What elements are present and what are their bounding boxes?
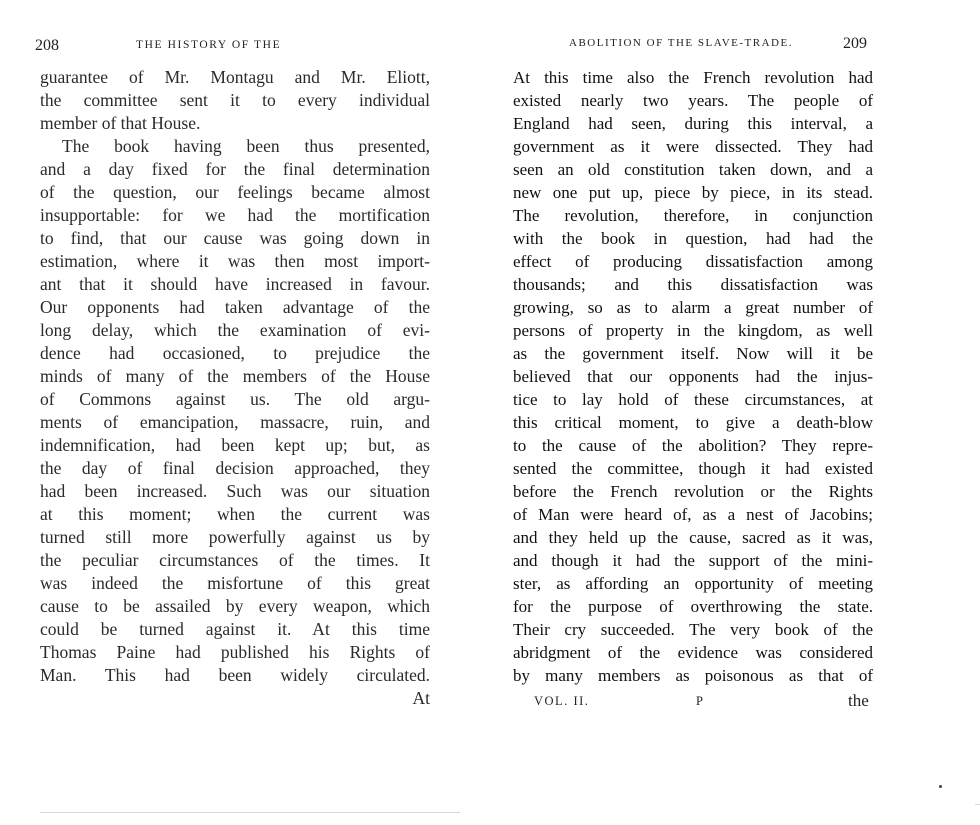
text-line: At this time also the French revolution had (513, 68, 873, 87)
text-line: of Commons against us. The old argu- (40, 389, 430, 409)
catchword: the (848, 691, 869, 710)
text-line: tice to lay hold of these circumstances, at (513, 390, 873, 409)
text-line: with the book in question, had had the (513, 229, 873, 248)
text-line: guarantee of Mr. Montagu and Mr. Eliott, (40, 67, 430, 87)
left-page-text (40, 66, 430, 710)
text-line: had been increased. Such was our situation (40, 481, 430, 501)
text-line: existed nearly two years. The people of (513, 91, 873, 110)
text-line: to find, that our cause was going down in (40, 228, 430, 248)
text-line: Their cry succeeded. The very book of the (513, 620, 873, 639)
signature-mark: P (696, 694, 705, 708)
text-line: and though it had the support of the mini- (513, 551, 873, 570)
right-running-title: ABOLITION OF THE SLAVE-TRADE. (569, 37, 793, 49)
right-page-number: 209 (843, 35, 867, 52)
text-line: the committee sent it to every individual (40, 90, 430, 110)
text-line: estimation, where it was then most import- (40, 251, 430, 271)
text-line: Thomas Paine had published his Rights of (40, 642, 430, 662)
text-line: England had seen, during this interval, a (513, 114, 873, 133)
text-line: by many members as poisonous as that of (513, 666, 873, 685)
text-line: ments of emancipation, massacre, ruin, and (40, 412, 430, 432)
text-line: was indeed the misfortune of this great (40, 573, 430, 593)
text-line: cause to be assailed by every weapon, which (40, 596, 430, 616)
text-line: minds of many of the members of the House (40, 366, 430, 386)
text-line: as the government itself. Now will it be (513, 344, 873, 363)
left-running-title: THE HISTORY OF THE (136, 39, 282, 51)
text-line: ster, as affording an opportunity of meeting (513, 574, 873, 593)
text-line: turned still more powerfully against us by (40, 527, 430, 547)
ink-speck (939, 785, 942, 788)
text-line: this critical moment, to give a death-blow (513, 413, 873, 432)
text-line: persons of property in the kingdom, as well (513, 321, 873, 340)
text-line: before the French revolution or the Rights (513, 482, 873, 501)
text-line: to the cause of the abolition? They repre- (513, 436, 873, 455)
text-line: and a day fixed for the final determination (40, 159, 430, 179)
text-line: sented the committee, though it had existed (513, 459, 873, 478)
text-line: ant that it should have increased in favour. (40, 274, 430, 294)
right-page (490, 0, 980, 825)
text-line: seen an old constitution taken down, and a (513, 160, 873, 179)
text-line: government as it were dissected. They had (513, 137, 873, 156)
text-line: Our opponents had taken advantage of the (40, 297, 430, 317)
text-line: at this moment; when the current was (40, 504, 430, 524)
text-line: the day of final decision approached, they (40, 458, 430, 478)
text-line: could be turned against it. At this time (40, 619, 430, 639)
text-line: long delay, which the examination of evi- (40, 320, 430, 340)
text-line: abridgment of the evidence was considered (513, 643, 873, 662)
text-line: thousands; and this dissatisfaction was (513, 275, 873, 294)
right-page-text (513, 66, 873, 687)
text-line: for the purpose of overthrowing the state. (513, 597, 873, 616)
text-line: the peculiar circumstances of the times. It (40, 550, 430, 570)
text-line: effect of producing dissatisfaction among (513, 252, 873, 271)
text-line: insupportable: for we had the mortification (40, 205, 430, 225)
text-line: Man. This had been widely circulated. (40, 665, 430, 685)
volume-mark: VOL. II. (534, 694, 590, 708)
text-line: of the question, our feelings became almost (40, 182, 430, 202)
text-line: believed that our opponents had the injus- (513, 367, 873, 386)
text-line: new one put up, piece by piece, in its stead. (513, 183, 873, 202)
text-line: member of that House. (40, 113, 201, 133)
text-line: indemnification, had been kept up; but, as (40, 435, 430, 455)
text-line: and they held up the cause, sacred as it was, (513, 528, 873, 547)
text-line: dence had occasioned, to prejudice the (40, 343, 430, 363)
left-page-number: 208 (35, 37, 59, 54)
page-edge-shadow (975, 804, 980, 805)
catchword: At (412, 688, 430, 708)
page-edge-shadow (40, 812, 460, 813)
text-line: The book having been thus presented, (62, 136, 430, 156)
text-line: The revolution, therefore, in conjunction (513, 206, 873, 225)
text-line: growing, so as to alarm a great number of (513, 298, 873, 317)
text-line: of Man were heard of, as a nest of Jacobins; (513, 505, 873, 524)
